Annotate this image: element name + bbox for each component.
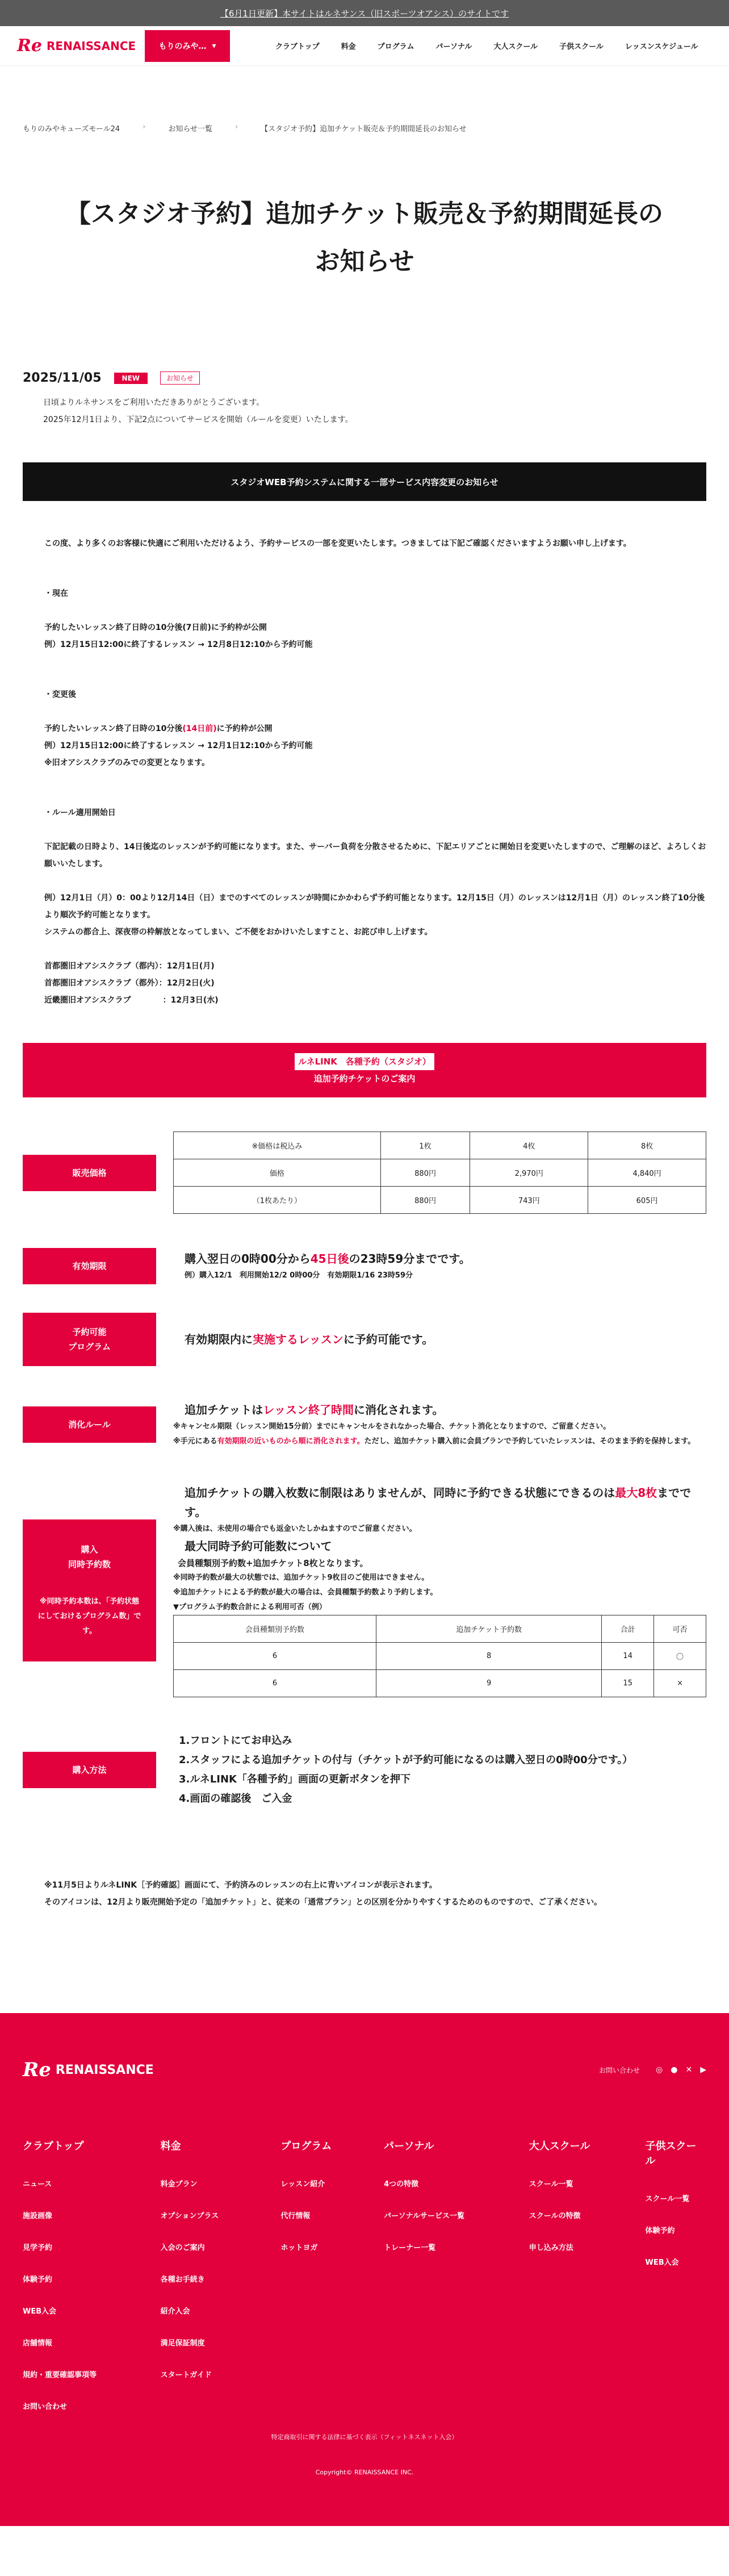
nav-item[interactable]: 大人スクール — [493, 43, 538, 51]
category-badge: お知らせ — [160, 371, 200, 385]
logo[interactable] — [17, 36, 145, 56]
body-line: システムの都合上、深夜帯の枠解放となってしまい、ご不便をおかけいたしますこと、お詫び申し上げます。 — [44, 928, 433, 937]
purchase-sub-line: 会員種類別予約数+追加チケット8枚となります。 — [178, 1558, 368, 1568]
social-icons — [656, 2065, 706, 2074]
table-cell: ※価格は税込み — [174, 1132, 381, 1159]
consume-note: ※手元にある有効期限の近いものから順に消化されます。ただし、追加チケット購入前に会員プランで予約していたレッスンは、そのまま予約を保持します。 — [173, 1437, 696, 1446]
validity-content — [185, 1249, 706, 1283]
table-cell: 可否 — [654, 1615, 706, 1643]
purchase-main: 追加チケットの購入枚数に制限はありませんが、同時に予約できる状態にできるのは最大8枚までです。 — [185, 1486, 692, 1519]
footer-col-title[interactable]: クラブトップ — [23, 2140, 84, 2152]
area-line: 首都圏旧オアシスクラブ（都内）：12月1日(月) — [44, 962, 215, 971]
footer-logo-text: RENAISSANCE — [55, 2063, 154, 2077]
table-row — [174, 1187, 706, 1214]
footer-link[interactable]: WEB入会 — [23, 2307, 57, 2316]
body-lead: この度、より多くのお客様に快適にご利用いただけるよう、予約サービスの一部を変更いたします。つきましては下記ご確認くださいますようお願い申し上げます。 — [44, 539, 631, 548]
nav-item[interactable]: パーソナル — [435, 43, 472, 51]
footer-link[interactable]: スクールの特徴 — [529, 2212, 581, 2220]
footer-link[interactable]: 各種お手続き — [160, 2276, 205, 2284]
table-cell: 6 — [174, 1670, 376, 1697]
announcement-bar[interactable] — [0, 0, 729, 26]
reservation-table — [173, 1615, 706, 1697]
footer-link[interactable]: オプションプラス — [160, 2212, 219, 2220]
intro-line: 日頃よりルネサンスをご利用いただきありがとうございます。 — [43, 398, 265, 407]
table-cell: （1枚あたり） — [174, 1187, 381, 1214]
table-cell: 9 — [376, 1670, 602, 1697]
highlight-text: 有効期限の近いものから順に消化されます。 — [217, 1437, 364, 1446]
programs-row — [23, 1313, 706, 1366]
footer-link[interactable]: お問い合わせ — [23, 2403, 68, 2411]
body-line: 例）12月1日（月）0：00より12月14日（日）までのすべてのレッスンが時間にかかわらず予約可能となります。12月15日（月）のレッスンは12月1日（月）のレッスン終了10分後より順次予約可能となります。 — [44, 894, 705, 920]
table-cell: × — [654, 1670, 706, 1697]
body-line: ※旧オアシスクラブのみでの変更となります。 — [44, 758, 210, 767]
price-content — [173, 1132, 706, 1214]
validity-label: 有効期限 — [23, 1248, 156, 1284]
table-cell: 1枚 — [380, 1132, 470, 1159]
highlight-text: 最大8枚 — [615, 1486, 657, 1500]
nav-item[interactable]: プログラム — [377, 43, 414, 51]
chevron-down-icon: ▾ — [212, 41, 216, 51]
main-nav — [275, 40, 698, 51]
footer-link[interactable]: ホットヨガ — [280, 2244, 318, 2252]
footer-link[interactable]: 入会のご案内 — [160, 2244, 205, 2252]
facebook-icon[interactable]: ● — [671, 2065, 678, 2074]
footer-link[interactable]: WEB入会 — [645, 2258, 679, 2267]
article-date: 2025/11/05 — [23, 371, 102, 385]
purchase-label: 購入 同時予約数 ※同時予約本数は、「予約状態にしておけるプログラム数」です。 — [23, 1519, 156, 1661]
highlight-text: 45日後 — [310, 1252, 349, 1266]
table-row — [174, 1132, 706, 1159]
footer-link[interactable]: 料金プラン — [160, 2180, 198, 2189]
body-line: 例）12月15日12:00に終了するレッスン → 12月1日12:10から予約可能 — [44, 741, 313, 750]
footer-link[interactable]: 施設画像 — [23, 2212, 53, 2220]
body-line: 予約したいレッスン終了日時の10分後(7日前)に予約枠が公開 — [44, 623, 267, 632]
youtube-icon[interactable]: ▶ — [700, 2065, 706, 2074]
instagram-icon[interactable]: ◎ — [656, 2065, 663, 2074]
section-heading: スタジオWEB予約システムに関する一部サービス内容変更のお知らせ — [23, 462, 706, 501]
programs-content — [185, 1330, 706, 1349]
footer-top — [23, 2013, 706, 2081]
ticket-heading-line1: ルネLINK 各種予約（スタジオ） — [295, 1053, 434, 1070]
price-table — [173, 1132, 706, 1214]
article-body — [44, 535, 706, 1009]
footer-logo[interactable] — [23, 2059, 154, 2081]
method-step: 1.フロントにてお申込み — [179, 1735, 292, 1747]
programs-text: 有効期限内に実施するレッスンに予約可能です。 — [185, 1333, 434, 1346]
table-cell: 会員種類別予約数 — [174, 1615, 376, 1643]
footer-col — [280, 2138, 384, 2423]
table-row — [174, 1670, 706, 1697]
method-row — [23, 1731, 706, 1809]
breadcrumb-item[interactable]: もりのみやキューズモール24 — [23, 125, 120, 133]
nav-item[interactable]: レッスンスケジュール — [625, 43, 698, 51]
method-label: 購入方法 — [23, 1752, 156, 1788]
footer-col-title[interactable]: 子供スクール — [645, 2140, 697, 2167]
logo-mark-icon: Re — [17, 36, 43, 56]
footer-col-title[interactable]: パーソナル — [384, 2140, 434, 2152]
table-cell: 880円 — [380, 1187, 470, 1214]
highlight-text: レッスン終了時間 — [263, 1403, 354, 1417]
method-step: 2.スタッフによる追加チケットの付与（チケットが予約可能になるのは購入翌日の0時00分です。） — [179, 1754, 633, 1766]
footer-link[interactable]: 体験予約 — [23, 2276, 53, 2284]
method-step: 3.ルネLINK「各種予約」画面の更新ボタンを押下 — [179, 1773, 410, 1785]
announcement-link[interactable]: 【6月1日更新】本サイトはルネサンス（旧スポーツオアシス）のサイトです — [220, 8, 509, 19]
table-cell: 743円 — [470, 1187, 588, 1214]
intro-text — [43, 394, 706, 428]
footnote — [44, 1877, 706, 1911]
purchase-sub-line: ※同時予約数が最大の状態では、追加チケット9枚目のご使用はできません。 — [173, 1573, 429, 1582]
footnote-line: そのアイコンは、12月より販売開始予定の「追加チケット」と、従来の「通常プラン」との区別を分かりやすくするためのものですので、ご了承ください。 — [44, 1898, 602, 1907]
intro-line: 2025年12月1日より、下記2点についてサービスを開始（ルールを変更）いたします。 — [43, 415, 353, 424]
table-row — [174, 1643, 706, 1670]
purchase-content — [173, 1483, 706, 1697]
footer-contact-area — [599, 2065, 706, 2075]
after-heading: ・変更後 — [44, 690, 76, 699]
validity-main: 購入翌日の0時00分から45日後の23時59分までです。 — [185, 1252, 471, 1266]
footer-col-title[interactable]: 大人スクール — [529, 2140, 590, 2152]
copyright: Copyright© RENAISSANCE INC. — [315, 2469, 414, 2476]
footer-link[interactable]: ニュース — [23, 2180, 52, 2189]
footer-link[interactable]: スクール一覧 — [529, 2180, 573, 2189]
page-title: 【スタジオ予約】追加チケット販売＆予約期間延長のお知らせ — [65, 199, 664, 276]
nav-item[interactable]: 料金 — [341, 43, 356, 51]
footer-link[interactable]: スクール一覧 — [645, 2195, 690, 2203]
site-header — [0, 26, 729, 66]
table-cell: 605円 — [588, 1187, 706, 1214]
club-select-button[interactable] — [145, 30, 230, 62]
footer-col — [529, 2138, 646, 2423]
logo-text: RENAISSANCE — [47, 39, 136, 53]
x-icon[interactable]: ✕ — [685, 2065, 693, 2074]
table-cell: 8 — [376, 1643, 602, 1670]
footer-link[interactable]: パーソナルサービス一覧 — [384, 2212, 464, 2220]
table-cell: 4,840円 — [588, 1159, 706, 1187]
breadcrumb-separator-icon: › — [143, 123, 146, 131]
purchase-sub-heading: 最大同時予約可能数について — [185, 1539, 332, 1553]
footer-col-title[interactable]: 料金 — [160, 2140, 181, 2152]
legal-link[interactable]: 特定商取引に関する法律に基づく表示（フィットネスネット入会） — [271, 2433, 458, 2441]
table-cell: 14 — [602, 1643, 654, 1670]
method-step: 4.画面の確認後 ご入金 — [179, 1793, 292, 1805]
highlight-text: 実施するレッスン — [253, 1333, 343, 1346]
table-cell: 6 — [174, 1643, 376, 1670]
footer-link[interactable]: トレーナー一覧 — [384, 2244, 436, 2252]
footer-link[interactable]: 規約・重要確認事項等 — [23, 2371, 97, 2379]
footer-link[interactable]: 4つの特徴 — [384, 2180, 419, 2189]
footer-link[interactable]: 申し込み方法 — [529, 2244, 573, 2252]
validity-example: 例）購入12/1 利用開始12/2 0時00分 有効期限1/16 23時59分 — [185, 1271, 413, 1280]
table-cell: 880円 — [380, 1159, 470, 1187]
rule-heading: ・ルール適用開始日 — [44, 808, 116, 817]
purchase-note: ※購入後は、未使用の場合でも返金いたしかねますのでご留意ください。 — [173, 1525, 417, 1533]
price-row — [23, 1132, 706, 1214]
area-line: 首都圏旧オアシスクラブ（都外）：12月2日(火) — [44, 979, 215, 988]
footer-col — [161, 2138, 281, 2423]
table-cell: 2,970円 — [470, 1159, 588, 1187]
article-meta — [23, 371, 706, 385]
ticket-section-heading — [23, 1043, 706, 1097]
nav-item[interactable]: クラブトップ — [275, 43, 320, 51]
club-select-label: もりのみや… — [158, 41, 207, 51]
method-content — [179, 1731, 706, 1809]
footer-columns — [23, 2138, 706, 2423]
consume-content — [173, 1400, 706, 1449]
footer-link[interactable]: 満足保証制度 — [160, 2339, 205, 2348]
purchase-label-note: ※同時予約本数は、「予約状態にしておけるプログラム数」です。 — [37, 1597, 141, 1635]
programs-label: 予約可能 プログラム — [23, 1313, 156, 1366]
table-row — [174, 1159, 706, 1187]
consume-main: 追加チケットはレッスン終了時間に消化されます。 — [185, 1403, 444, 1417]
consume-row — [23, 1400, 706, 1449]
purchase-row — [23, 1483, 706, 1697]
ticket-heading-line2: 追加予約チケットのご案内 — [313, 1074, 416, 1084]
footer-link[interactable]: 紹介入会 — [160, 2307, 190, 2316]
footer-contact-link[interactable]: お問い合わせ — [599, 2066, 640, 2074]
area-line: 近畿圏旧オアシスクラブ ：12月3日(水) — [44, 996, 219, 1005]
price-label: 販売価格 — [23, 1155, 156, 1191]
footer-link[interactable]: 見学予約 — [23, 2244, 53, 2252]
footer-col — [646, 2138, 707, 2423]
table-cell: 追加チケット予約数 — [376, 1615, 602, 1643]
table-cell: 8枚 — [588, 1132, 706, 1159]
logo-mark-icon: Re — [23, 2059, 51, 2081]
footer-col — [384, 2138, 529, 2423]
table-cell: 合計 — [602, 1615, 654, 1643]
footer-link[interactable]: 店舗情報 — [23, 2339, 53, 2348]
table-cell: 15 — [602, 1670, 654, 1697]
footer-bottom — [0, 2429, 729, 2481]
table-row — [174, 1615, 706, 1643]
footer-link[interactable]: 体験予約 — [645, 2227, 675, 2235]
breadcrumb — [0, 123, 729, 133]
footer-link[interactable]: レッスン紹介 — [280, 2180, 325, 2189]
footer-link[interactable]: 代行情報 — [280, 2212, 311, 2220]
body-line: 下記記載の日時より、14日後迄のレッスンが予約可能になります。また、サーバー負荷を分散させるために、下記エリアごとに開始日を変更いたしますので、ご理解のほど、よろしくお願いいたします。 — [44, 842, 706, 869]
nav-item[interactable]: 子供スクール — [559, 43, 604, 51]
site-footer — [0, 2013, 729, 2526]
body-line: 予約したいレッスン終了日時の10分後(14日前)に予約枠が公開 — [44, 724, 273, 733]
purchase-sub-line: ※追加チケットによる予約数が最大の場合は、会員種類予約数より予約します。 — [173, 1588, 438, 1597]
validity-row — [23, 1248, 706, 1284]
footer-col-title[interactable]: プログラム — [280, 2140, 332, 2152]
footnote-line: ※11月5日よりルネLINK［予約確認］画面にて、予約済みのレッスンの右上に青いアイコンが表示されます。 — [44, 1881, 437, 1890]
table-cell: 価格 — [174, 1159, 381, 1187]
breadcrumb-separator-icon: › — [234, 123, 238, 131]
footer-link[interactable]: スタートガイド — [160, 2371, 212, 2379]
new-badge: NEW — [114, 373, 148, 384]
current-heading: ・現在 — [44, 589, 68, 598]
table-cell: 4枚 — [470, 1132, 588, 1159]
consume-note: ※キャンセル期限（レッスン開始15分前）までにキャンセルをされなかった場合、チケット消化となりますので、ご留意ください。 — [173, 1422, 611, 1431]
highlight-text: (14日前) — [182, 724, 217, 733]
table-cell: 〇 — [654, 1643, 706, 1670]
footer-col — [23, 2138, 161, 2423]
purchase-sub-line: ▼プログラム予約数合計による利用可否（例） — [173, 1603, 326, 1611]
consume-label: 消化ルール — [23, 1406, 156, 1443]
breadcrumb-item[interactable]: お知らせ一覧 — [168, 125, 212, 133]
breadcrumb-current: 【スタジオ予約】追加チケット販売＆予約期間延長のお知らせ — [261, 125, 467, 133]
body-line: 例）12月15日12:00に終了するレッスン → 12月8日12:10から予約可能 — [44, 640, 313, 649]
